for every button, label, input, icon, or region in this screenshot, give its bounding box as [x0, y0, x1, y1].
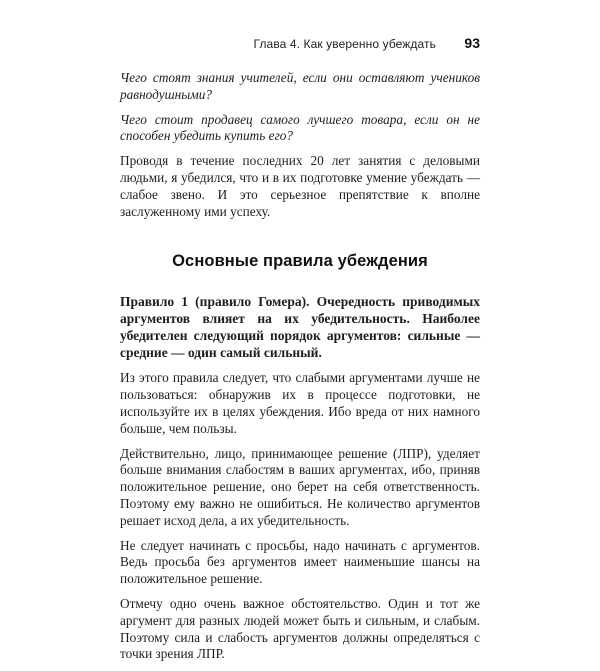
- intro-paragraph: Проводя в течение последних 20 лет занятия с деловыми людьми, я убедился, что и в их подготовке умение убеждать — слабое звено. И это серьезное препятствие к вполне заслуженному ими успеху.: [120, 153, 480, 219]
- intro-question-2: Чего стоит продавец самого лучшего товара, если он не способен убедить купить его?: [120, 111, 480, 144]
- page-body: [120, 70, 480, 671]
- running-header: [120, 36, 480, 56]
- body-paragraph-1: Из этого правила следует, что слабыми аргументами лучше не пользоваться: обнаружив их в процессе подготовки, не используйте их в целях убеждения. Ибо вреда от них намного больше, чем пользы.: [120, 370, 480, 436]
- page-number: 93: [464, 35, 480, 51]
- section-heading: Основные правила убеждения: [172, 252, 428, 271]
- rule-statement: Правило 1 (правило Гомера). Очередность приводимых аргументов влияет на их убедительность. Наиболее убедителен следующий порядок аргументов: сильные — средние — один самый сильный.: [120, 294, 480, 361]
- body-paragraph-3: Не следует начинать с просьбы, надо начинать с аргументов. Ведь просьба без аргументов имеет наименьшие шансы на положительное решение.: [120, 537, 480, 587]
- body-paragraph-2: Действительно, лицо, принимающее решение (ЛПР), уделяет больше внимания слабостям в ваших аргументах, ибо, приняв положительное решение, оно берет на себя ответственность. Поэтому ему важно не ошибиться. Не количество аргументов решает исход дела, а их убедительность.: [120, 445, 480, 528]
- intro-question-1: Чего стоят знания учителей, если они оставляют учеников равнодушными?: [120, 70, 480, 102]
- body-paragraph-4: Отмечу одно очень важное обстоятельство. Один и тот же аргумент для разных людей может быть и сильным, и слабым. Поэтому сила и слабость аргументов должны определяться с точки зрения ЛПР.: [120, 595, 480, 662]
- chapter-title: Глава 4. Как уверенно убеждать: [253, 37, 436, 51]
